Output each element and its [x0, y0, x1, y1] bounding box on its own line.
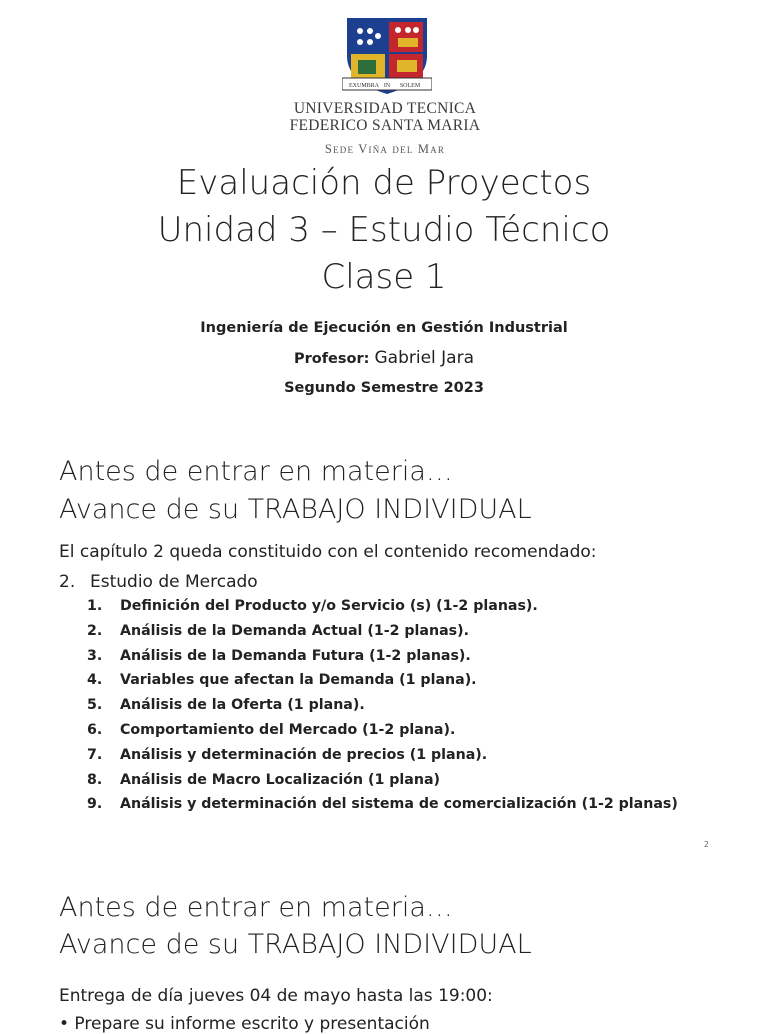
- section-heading: [59, 572, 258, 592]
- content-slide-2: [0, 430, 768, 870]
- slide3-heading-line-2: Avance de su TRABAJO INDIVIDUAL: [59, 929, 532, 960]
- title-line-3: Clase 1: [321, 257, 447, 297]
- list-item: [87, 598, 678, 623]
- list-item: [87, 623, 678, 648]
- crest-icon: [342, 16, 432, 96]
- list-item: [87, 697, 678, 722]
- list-item: [87, 722, 678, 747]
- list-item: [87, 672, 678, 697]
- item-number: 7.: [87, 746, 103, 763]
- slide2-heading-line-1: Antes de entrar en materia…: [59, 456, 453, 487]
- semester: Segundo Semestre 2023: [284, 380, 484, 396]
- item-text: Análisis de la Demanda Futura (1-2 planas).: [120, 647, 471, 664]
- slide3-intro: Entrega de día jueves 04 de mayo hasta las 19:00:: [59, 986, 493, 1006]
- university-logo: [280, 10, 490, 155]
- item-text: Análisis de Macro Localización (1 plana): [120, 771, 441, 788]
- item-text: Definición del Producto y/o Servicio (s) (1-2 planas).: [120, 598, 538, 614]
- item-text: Variables que afectan la Demanda (1 plana).: [120, 672, 477, 689]
- title-slide: [0, 0, 768, 420]
- subsection-list: [87, 598, 678, 821]
- item-text: Análisis y determinación de precios (1 plana).: [120, 746, 488, 763]
- section-number: 2.: [59, 572, 76, 592]
- list-item: [87, 648, 678, 673]
- content-slide-3: [0, 878, 768, 1034]
- item-text: Análisis de la Oferta (1 plana).: [120, 697, 365, 714]
- list-item: [87, 747, 678, 772]
- title-line-1: Evaluación de Proyectos: [176, 163, 592, 203]
- slide2-intro: El capítulo 2 queda constituido con el contenido recomendado:: [59, 542, 597, 562]
- item-number: 3.: [87, 647, 103, 664]
- item-text: Análisis de la Demanda Actual (1-2 planas).: [120, 622, 469, 639]
- motto-right: SOLEM: [399, 83, 421, 89]
- motto-mid: IN: [383, 83, 391, 89]
- item-number: 1.: [87, 598, 103, 614]
- program-name: Ingeniería de Ejecución en Gestión Industrial: [200, 320, 568, 336]
- item-text: Análisis y determinación del sistema de comercialización (1-2 planas): [120, 796, 678, 813]
- item-number: 2.: [87, 622, 103, 639]
- item-number: 4.: [87, 672, 103, 689]
- slide2-heading-line-2: Avance de su TRABAJO INDIVIDUAL: [59, 494, 532, 525]
- section-title: Estudio de Mercado: [90, 572, 258, 592]
- item-number: 5.: [87, 697, 103, 714]
- professor-label: Profesor:: [293, 351, 370, 367]
- professor-line: [0, 348, 768, 368]
- title-line-2: Unidad 3 – Estudio Técnico: [157, 210, 611, 250]
- item-number: 8.: [87, 771, 103, 788]
- page-number: 2: [703, 840, 709, 849]
- item-number: 9.: [87, 796, 103, 813]
- list-item: [87, 796, 678, 821]
- list-item: [87, 772, 678, 797]
- slide3-bullet: • Prepare su informe escrito y presentación: [59, 1014, 430, 1034]
- professor-name: Gabriel Jara: [374, 348, 475, 368]
- slide3-heading-line-1: Antes de entrar en materia…: [59, 892, 453, 923]
- university-name-line1: UNIVERSIDAD TECNICA: [293, 100, 477, 117]
- university-name-line2: FEDERICO SANTA MARIA: [289, 117, 481, 134]
- item-text: Comportamiento del Mercado (1-2 plana).: [120, 721, 456, 738]
- item-number: 6.: [87, 721, 103, 738]
- campus-name: Sede Viña del Mar: [324, 142, 446, 156]
- motto-left: EXUMBRA: [348, 83, 380, 89]
